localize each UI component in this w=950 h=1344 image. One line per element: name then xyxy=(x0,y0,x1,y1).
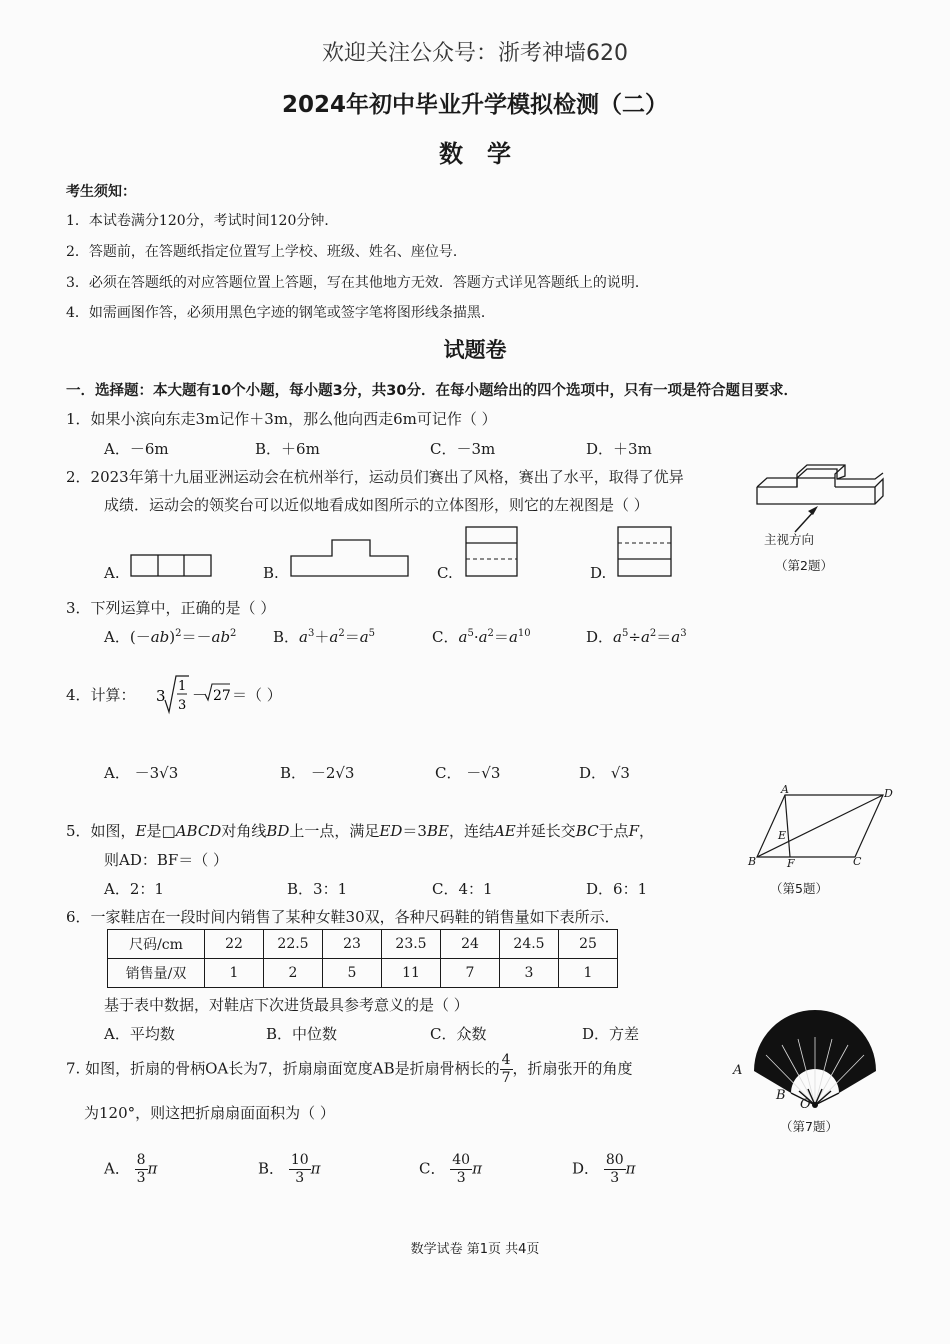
question-4-suffix: ＝（ ） xyxy=(232,686,282,704)
question-6-stem: 6．一家鞋店在一段时间内销售了某种女鞋30双，各种尺码鞋的销售量如下表所示． xyxy=(66,908,620,926)
table-row xyxy=(108,930,618,959)
promo-banner: 欢迎关注公众号：浙考神墙620 xyxy=(322,41,628,66)
q4-option-c: C． －√3 xyxy=(435,764,501,782)
q3-option-b: B．$a^3+a^2=a^5$ xyxy=(273,628,376,646)
table-cell: 24 xyxy=(441,930,500,959)
folding-fan-figure xyxy=(728,1025,888,1115)
q6-option-c: C．众数 xyxy=(430,1025,487,1043)
q3-option-d: D．$a^5\div a^2=a^3$ xyxy=(586,628,687,646)
q6-option-a: A．平均数 xyxy=(104,1025,175,1043)
table-cell: 1 xyxy=(559,959,618,988)
q1-option-a: A．－6m xyxy=(104,440,169,458)
question-3-stem: 3．下列运算中，正确的是（ ） xyxy=(66,599,276,617)
q2-option-c-figure xyxy=(465,526,519,578)
q2-option-b-figure xyxy=(290,539,412,579)
q4-option-b: B． －2√3 xyxy=(280,764,355,782)
notice-item: 4．如需画图作答，必须用黑色字迹的钢笔或签字笔将图形线条描黑． xyxy=(66,305,495,321)
q2-option-a-figure xyxy=(130,554,214,578)
q2-option-d-figure xyxy=(617,526,673,578)
q5-option-b: B．3：1 xyxy=(287,880,348,898)
q2-option-b-label: B. xyxy=(263,564,279,582)
size-sales-table xyxy=(107,929,618,988)
q7-option-d: D． $\frac{80}{3}$ π xyxy=(572,1152,636,1186)
q2-option-c-label: C. xyxy=(437,564,453,582)
table-cell: 25 xyxy=(559,930,618,959)
q7-option-a: A． $\frac{8}{3}$ π xyxy=(104,1152,158,1186)
q5-option-a: A．2：1 xyxy=(104,880,164,898)
point-label: F xyxy=(787,857,795,870)
svg-text:1: 1 xyxy=(178,679,187,694)
page-footer: 数学试卷 第1页 共4页 xyxy=(410,1242,540,1257)
exam-title: 2024年初中毕业升学模拟检测（二） xyxy=(281,92,668,118)
q1-option-c: C．－3m xyxy=(430,440,496,458)
q4-expression xyxy=(155,672,235,722)
question-1-stem: 1．如果小滨向东走3m记作＋3m，那么他向西走6m可记作（ ） xyxy=(66,410,497,428)
point-label: O xyxy=(800,1097,811,1112)
podium-direction-label: 主视方向 xyxy=(764,532,815,547)
svg-text:－: － xyxy=(192,686,208,704)
q6-option-d: D．方差 xyxy=(582,1025,640,1043)
notice-item: 3．必须在答题纸的对应答题位置上答题，写在其他地方无效．答题方式详见答题纸上的说明． xyxy=(66,275,649,291)
q5-caption: （第5题） xyxy=(770,881,828,896)
q7-caption: （第7题） xyxy=(780,1119,838,1134)
question-2-line1: 2．2023年第十九届亚洲运动会在杭州举行，运动员们赛出了风格，赛出了水平，取得了优异 xyxy=(66,468,684,486)
table-cell: 2 xyxy=(264,959,323,988)
question-5-line1: 5．如图，E是□ABCD对角线BD上一点，满足ED＝3BE，连结AE并延长交BC于点F， xyxy=(66,822,654,840)
question-2-line2: 成绩．运动会的领奖台可以近似地看成如图所示的立体图形，则它的左视图是（ ） xyxy=(104,496,649,514)
question-7-line2: 为120°，则这把折扇扇面面积为（ ） xyxy=(84,1104,335,1122)
q5-option-d: D．6：1 xyxy=(586,880,648,898)
table-row xyxy=(108,959,618,988)
q4-option-d: D． √3 xyxy=(579,764,630,782)
q1-option-d: D．＋3m xyxy=(586,440,652,458)
point-label: D xyxy=(884,787,893,800)
q7-option-b: B． $\frac{10}{3}$ π xyxy=(258,1152,321,1186)
question-5-line2: 则AD：BF＝（ ） xyxy=(104,851,229,869)
table-cell: 23.5 xyxy=(382,930,441,959)
question-6-followup: 基于表中数据，对鞋店下次进货最具参考意义的是（ ） xyxy=(104,996,469,1014)
point-label: B xyxy=(776,1088,786,1103)
q3-option-a: A．$(-ab)^2=-ab^2$ xyxy=(104,628,237,646)
table-cell: 7 xyxy=(441,959,500,988)
table-cell: 24.5 xyxy=(500,930,559,959)
point-label: E xyxy=(778,829,787,842)
notice-item: 2．答题前，在答题纸指定位置写上学校、班级、姓名、座位号． xyxy=(66,244,467,260)
q4-option-a: A． －3√3 xyxy=(104,764,179,782)
table-cell: 5 xyxy=(323,959,382,988)
table-cell: 23 xyxy=(323,930,382,959)
q5-option-c: C．4：1 xyxy=(432,880,493,898)
point-label: A xyxy=(781,783,789,796)
question-7-line1: 7. 如图，折扇的骨柄OA长为7，折扇扇面宽度AB是折扇骨柄长的 $\frac{4}{7}$ ，折扇张开的角度 xyxy=(66,1052,633,1086)
point-label: C xyxy=(853,855,862,868)
q1-option-b: B．＋6m xyxy=(255,440,320,458)
notice-heading: 考生须知： xyxy=(66,184,136,200)
subject-title: 数学 xyxy=(439,140,535,168)
table-cell: 22 xyxy=(205,930,264,959)
table-cell: 1 xyxy=(205,959,264,988)
point-label: B xyxy=(748,855,757,868)
paper-heading: 试题卷 xyxy=(443,338,507,362)
svg-text:27: 27 xyxy=(213,688,231,704)
q2-caption: （第2题） xyxy=(775,558,833,573)
table-cell: 22.5 xyxy=(264,930,323,959)
table-header-cell: 尺码/cm xyxy=(108,930,205,959)
svg-text:3: 3 xyxy=(156,687,166,705)
section-heading: 一．选择题：本大题有10个小题，每小题3分，共30分．在每小题给出的四个选项中，只有一项是符合题目要求． xyxy=(66,383,798,399)
q6-option-b: B．中位数 xyxy=(266,1025,338,1043)
q2-option-d-label: D. xyxy=(590,564,607,582)
q3-option-c: C．$a^5\cdot a^2=a^{10}$ xyxy=(432,628,531,646)
svg-text:3: 3 xyxy=(178,698,187,713)
q7-option-c: C． $\frac{40}{3}$ π xyxy=(419,1152,482,1186)
table-cell: 3 xyxy=(500,959,559,988)
notice-item: 1．本试卷满分120分，考试时间120分钟． xyxy=(66,213,339,229)
question-4-prefix: 4．计算： xyxy=(66,686,136,704)
point-label: A xyxy=(733,1063,743,1078)
parallelogram-figure xyxy=(745,785,895,870)
table-cell: 11 xyxy=(382,959,441,988)
q7-fraction: $\frac{4}{7}$ xyxy=(501,1052,511,1086)
q2-option-a-label: A. xyxy=(104,564,120,582)
table-header-cell: 销售量/双 xyxy=(108,959,205,988)
